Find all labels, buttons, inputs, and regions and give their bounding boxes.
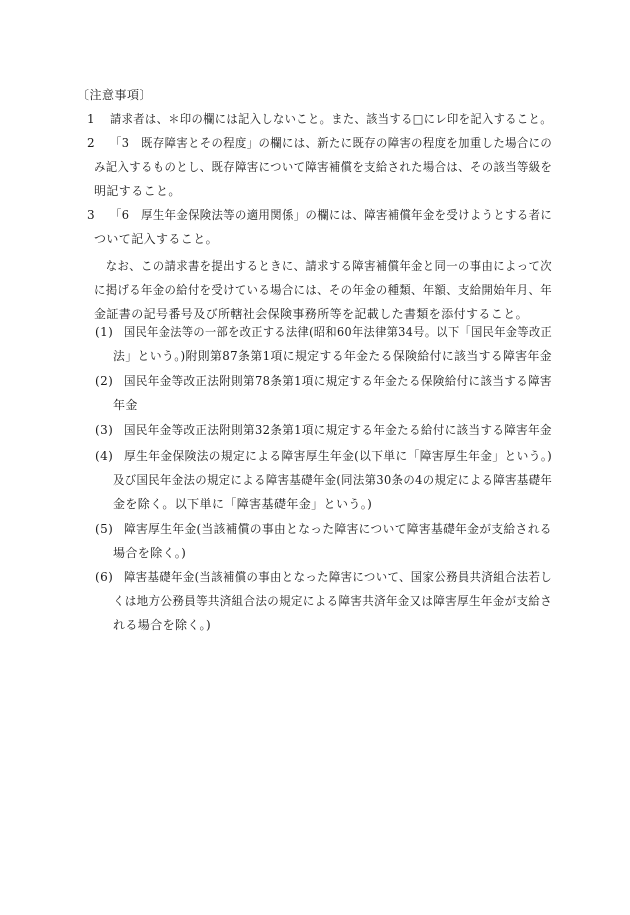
sub-line: 金を除く。以下単に「障害基礎年金」という。): [113, 497, 373, 511]
sub-line: 国民年金等改正法附則第32条第1項に規定する年金たる給付に該当する障害年金: [124, 423, 552, 437]
sub-line: 国民年金法等の一部を改正する法律(昭和60年法律第34号。以下「国民年金等改正: [124, 325, 553, 339]
sub-line: 年金: [113, 398, 138, 412]
sub-number: (4): [95, 449, 114, 463]
note-line: に掲げる年金の給付を受けている場合には、その年金の種類、年額、支給開始年月、年: [94, 283, 552, 297]
note-line: なお、この請求書を提出するときに、請求する障害補償年金と同一の事由によって次: [94, 259, 552, 273]
note-line: 請求者は、＊印の欄には記入しないこと。また、該当する□にレ印を記入すること。: [110, 112, 552, 126]
sub-line: 障害基礎年金(当該補償の事由となった障害について、国家公務員共済組合法若し: [124, 570, 553, 584]
note-number: 1: [87, 112, 96, 126]
sub-number: (3): [95, 423, 114, 437]
sub-line: 障害厚生年金(当該補償の事由となった障害について障害基礎年金が支給される: [124, 522, 552, 536]
note-line: 金証書の記号番号及び所轄社会保険事務所等を記載した書類を添付すること。: [94, 307, 529, 321]
sub-number: (1): [95, 325, 114, 339]
sub-number: (6): [95, 570, 114, 584]
sub-line: 厚生年金保険法の規定による障害厚生年金(以下単に「障害厚生年金」という。): [124, 449, 553, 463]
sub-line: 及び国民年金法の規定による障害基礎年金(同法第30条の4の規定による障害基礎年: [113, 473, 553, 487]
note-number: 3: [87, 208, 96, 222]
sub-number: (5): [95, 522, 114, 536]
note-line: 「6 厚生年金保険法等の適用関係」の欄には、障害補償年金を受けようとする者に: [110, 208, 553, 222]
note-line: 「3 既存障害とその程度」の欄には、新たに既存の障害の程度を加重した場合にの: [110, 136, 553, 150]
note-line: み記入するものとし、既存障害について障害補償を支給された場合は、その該当等級を: [94, 160, 553, 174]
sub-number: (2): [95, 374, 114, 388]
note-number: 2: [87, 136, 96, 150]
notes-heading: 〔注意事項〕: [77, 88, 153, 102]
sub-line: 場合を除く。): [113, 546, 187, 560]
note-line: ついて記入すること。: [94, 232, 219, 246]
sub-line: 法」という。)附則第87条第1項に規定する年金たる保険給付に該当する障害年金: [113, 349, 553, 363]
sub-line: れる場合を除く。): [113, 618, 212, 632]
note-line: 明記すること。: [94, 184, 181, 198]
sub-line: くは地方公務員等共済組合法の規定による障害共済年金又は障害厚生年金が支給さ: [113, 594, 553, 608]
sub-line: 国民年金等改正法附則第78条第1項に規定する年金たる保険給付に該当する障害: [124, 374, 552, 388]
